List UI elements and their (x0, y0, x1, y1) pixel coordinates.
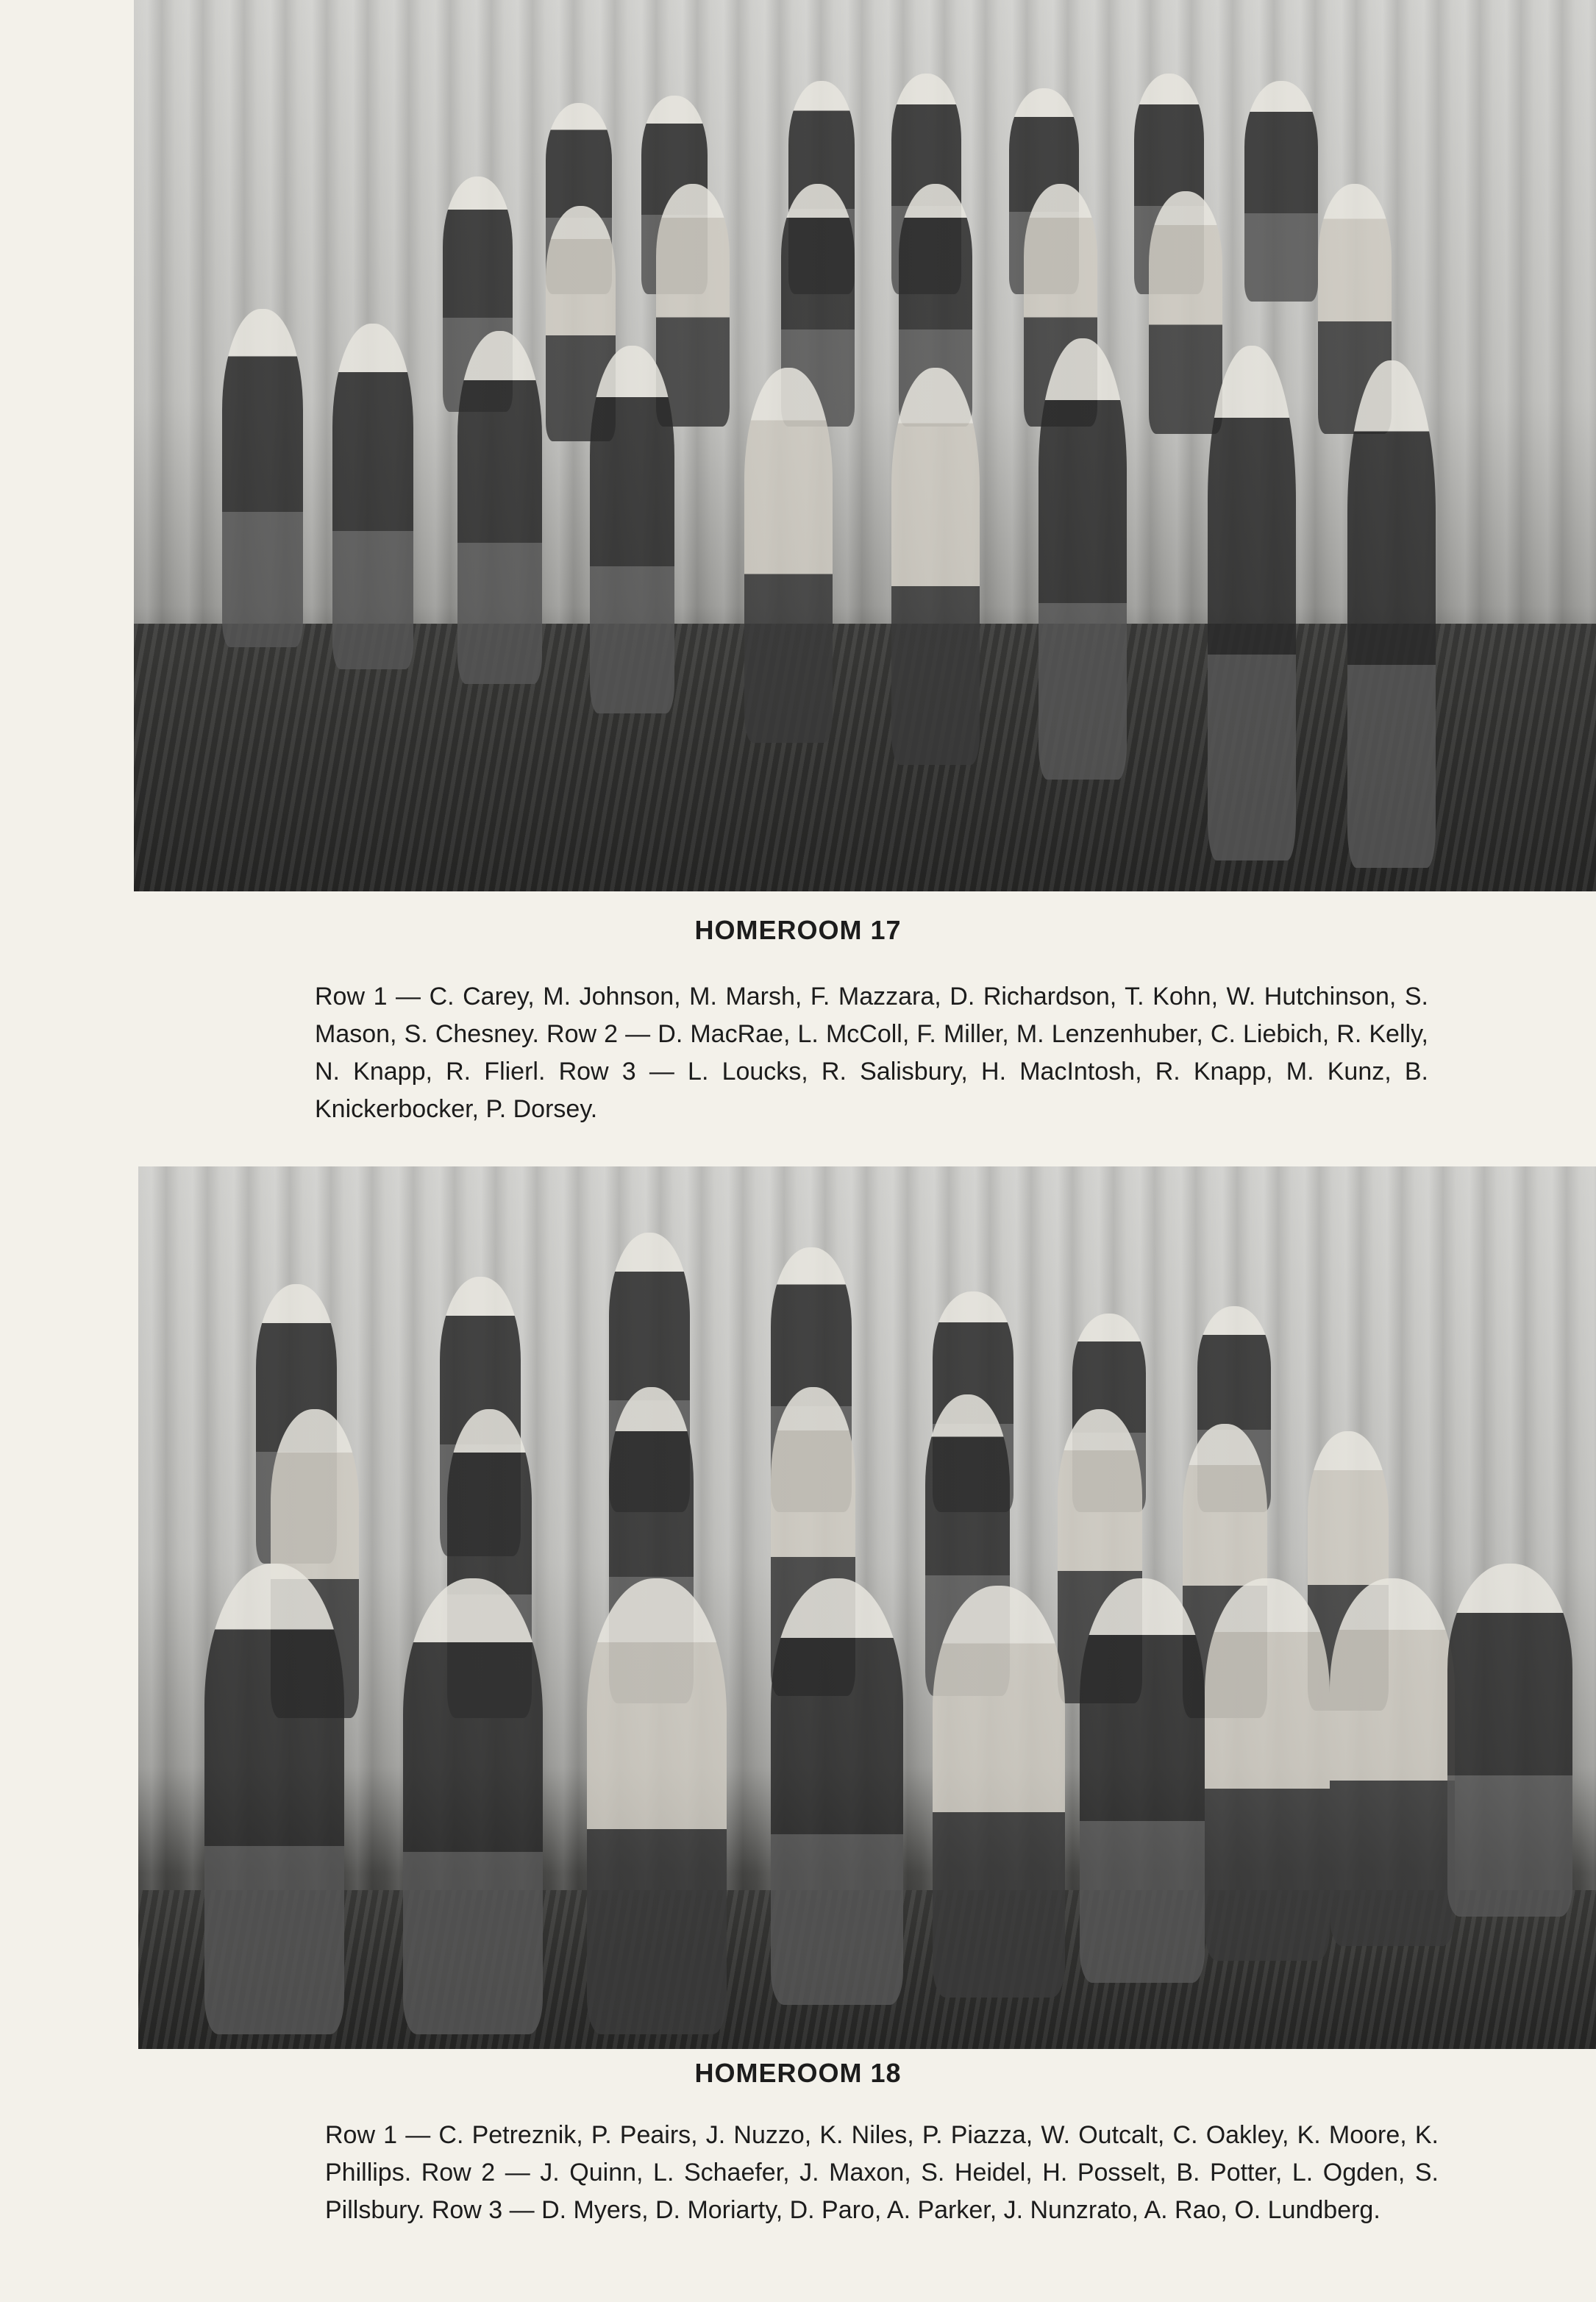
homeroom-18-group-photo (138, 1166, 1596, 2049)
homeroom-17-group-photo (134, 0, 1596, 891)
homeroom-17-title: HOMEROOM 17 (694, 915, 902, 945)
homeroom-18-title: HOMEROOM 18 (694, 2058, 902, 2088)
homeroom-18-caption: Row 1 — C. Petreznik, P. Peairs, J. Nuzzo, K. Niles, P. Piazza, W. Outcalt, C. Oakley, K. Moore, K. Phillips. Row 2 — J. Quinn, L. Schaefer, J. Maxon, S. Heidel, H. Posselt, B. Potter, L. Ogden, S. Pillsbury. Row 3 — D. Myers, D. Moriarty, D. Paro, A. Parker, J. Nunzrato, A. Rao, O. Lundberg. (325, 2121, 1439, 2224)
homeroom-17-caption: Row 1 — C. Carey, M. Johnson, M. Marsh, F. Mazzara, D. Richardson, T. Kohn, W. Hutchinson, S. Mason, S. Chesney. Row 2 — D. MacRae, L. McColl, F. Miller, M. Lenzenhuber, C. Liebich, R. Kelly, N. Knapp, R. Flierl. Row 3 — L. Loucks, R. Salisbury, H. MacIntosh, R. Knapp, M. Kunz, B. Knickerbocker, P. Dorsey. (315, 983, 1428, 1123)
